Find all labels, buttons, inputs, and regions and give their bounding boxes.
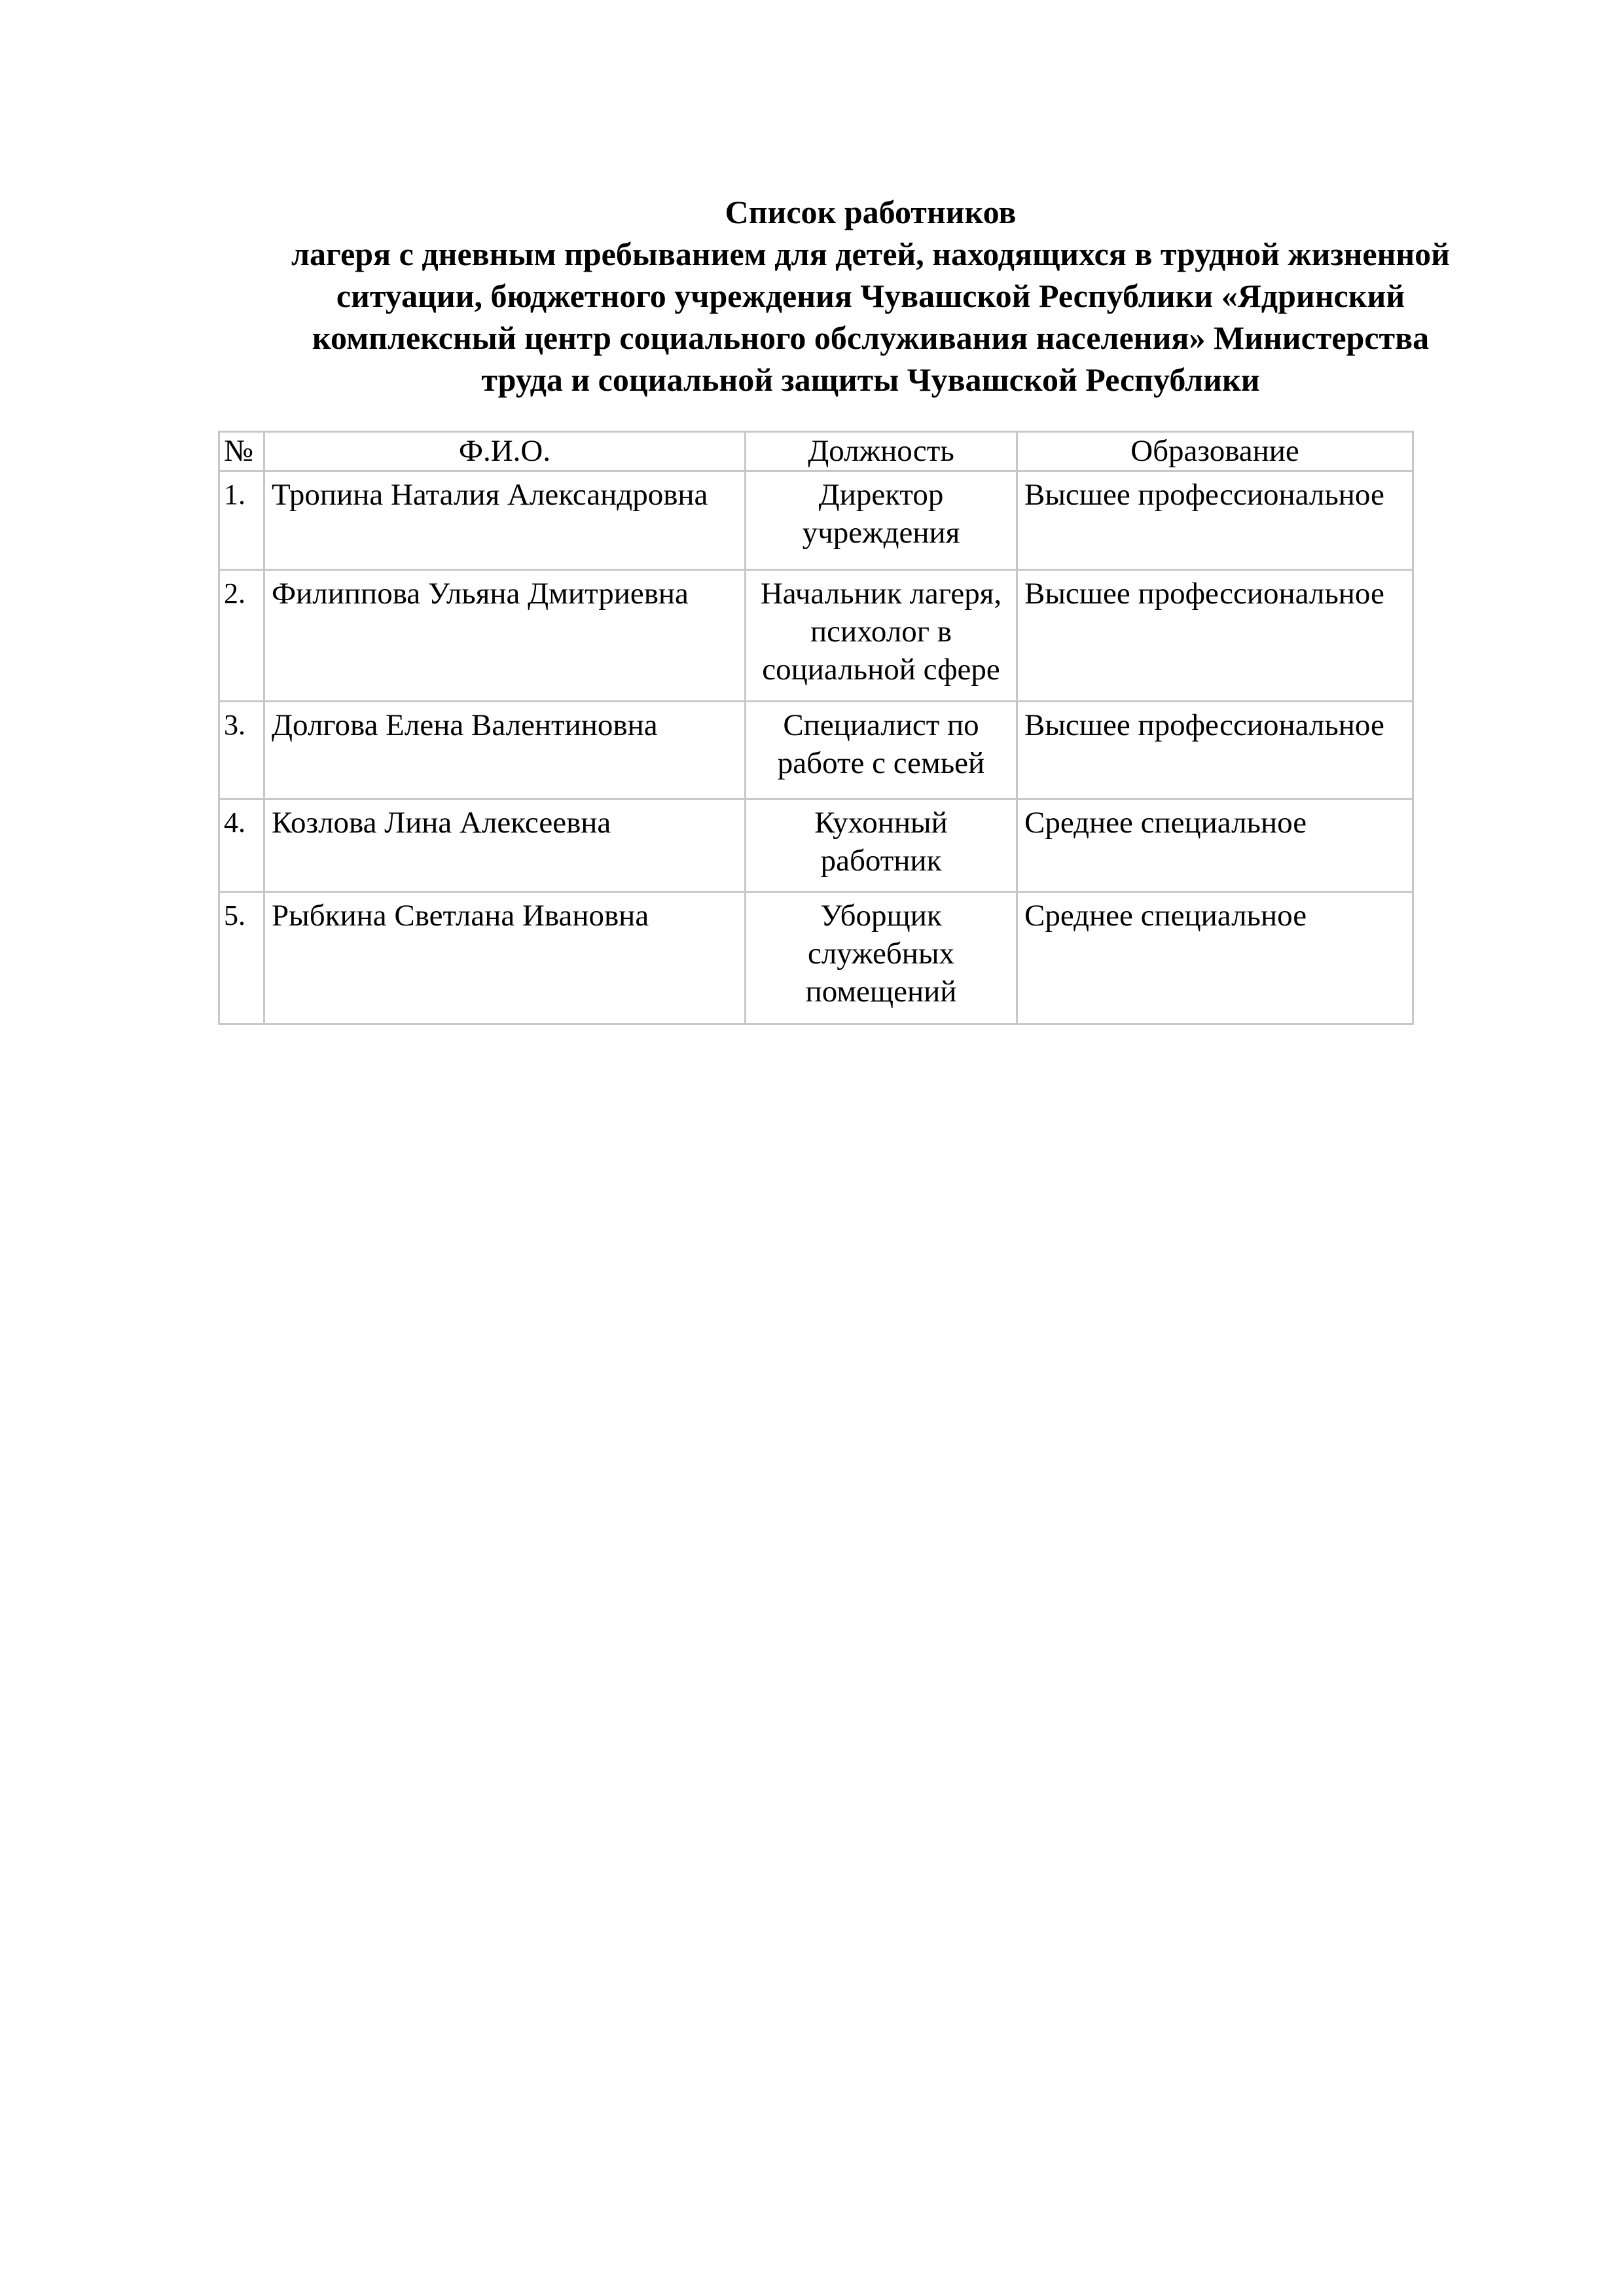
employee-position [746, 892, 1017, 1024]
employee-position [746, 799, 1017, 892]
document-subtitle-line-4: труда и социальной защиты Чувашской Республики [481, 361, 1260, 398]
position-line: работник [820, 844, 942, 878]
document-heading [196, 191, 1545, 401]
header-education: Образование [1017, 432, 1413, 471]
employee-education: Среднее специальное [1017, 799, 1413, 892]
document-subtitle-line-2: ситуации, бюджетного учреждения Чувашской Республики «Ядринский [336, 278, 1405, 314]
employee-education: Среднее специальное [1017, 892, 1413, 1024]
header-number: № [219, 432, 264, 471]
position-line: Специалист по [783, 708, 979, 742]
position-line: учреждения [802, 516, 960, 550]
table-row [219, 570, 1413, 702]
employee-position [746, 702, 1017, 799]
row-number: 3. [219, 702, 264, 799]
table-row [219, 799, 1413, 892]
table-row [219, 702, 1413, 799]
position-line: Кухонный [814, 806, 948, 840]
table-row [219, 892, 1413, 1024]
row-number: 4. [219, 799, 264, 892]
employee-education: Высшее профессиональное [1017, 702, 1413, 799]
position-line: работе с семьей [777, 746, 985, 780]
position-line: социальной сфере [762, 653, 1000, 687]
header-position: Должность [746, 432, 1017, 471]
employee-name: Филиппова Ульяна Дмитриевна [264, 570, 746, 702]
employee-position [746, 570, 1017, 702]
position-line: помещений [805, 975, 957, 1009]
employee-name: Долгова Елена Валентиновна [264, 702, 746, 799]
position-line: Уборщик [820, 899, 942, 933]
employee-education: Высшее профессиональное [1017, 570, 1413, 702]
employee-name: Рыбкина Светлана Ивановна [264, 892, 746, 1024]
document-subtitle-line-3: комплексный центр социального обслуживания населения» Министерства [312, 319, 1430, 356]
document-title: Список работников [725, 194, 1017, 230]
row-number: 1. [219, 471, 264, 570]
employee-position [746, 471, 1017, 570]
position-line: Директор [818, 478, 944, 512]
row-number: 5. [219, 892, 264, 1024]
staff-table [218, 431, 1414, 1025]
row-number: 2. [219, 570, 264, 702]
employee-name: Тропина Наталия Александровна [264, 471, 746, 570]
position-line: служебных [807, 937, 955, 971]
employee-education: Высшее профессиональное [1017, 471, 1413, 570]
table-row [219, 471, 1413, 570]
employee-name: Козлова Лина Алексеевна [264, 799, 746, 892]
document-subtitle-line-1: лагеря с дневным пребыванием для детей, находящихся в трудной жизненной [291, 236, 1450, 272]
table-header-row [219, 432, 1413, 471]
position-line: психолог в [810, 615, 952, 649]
position-line: Начальник лагеря, [760, 577, 1002, 611]
header-full-name: Ф.И.О. [264, 432, 746, 471]
